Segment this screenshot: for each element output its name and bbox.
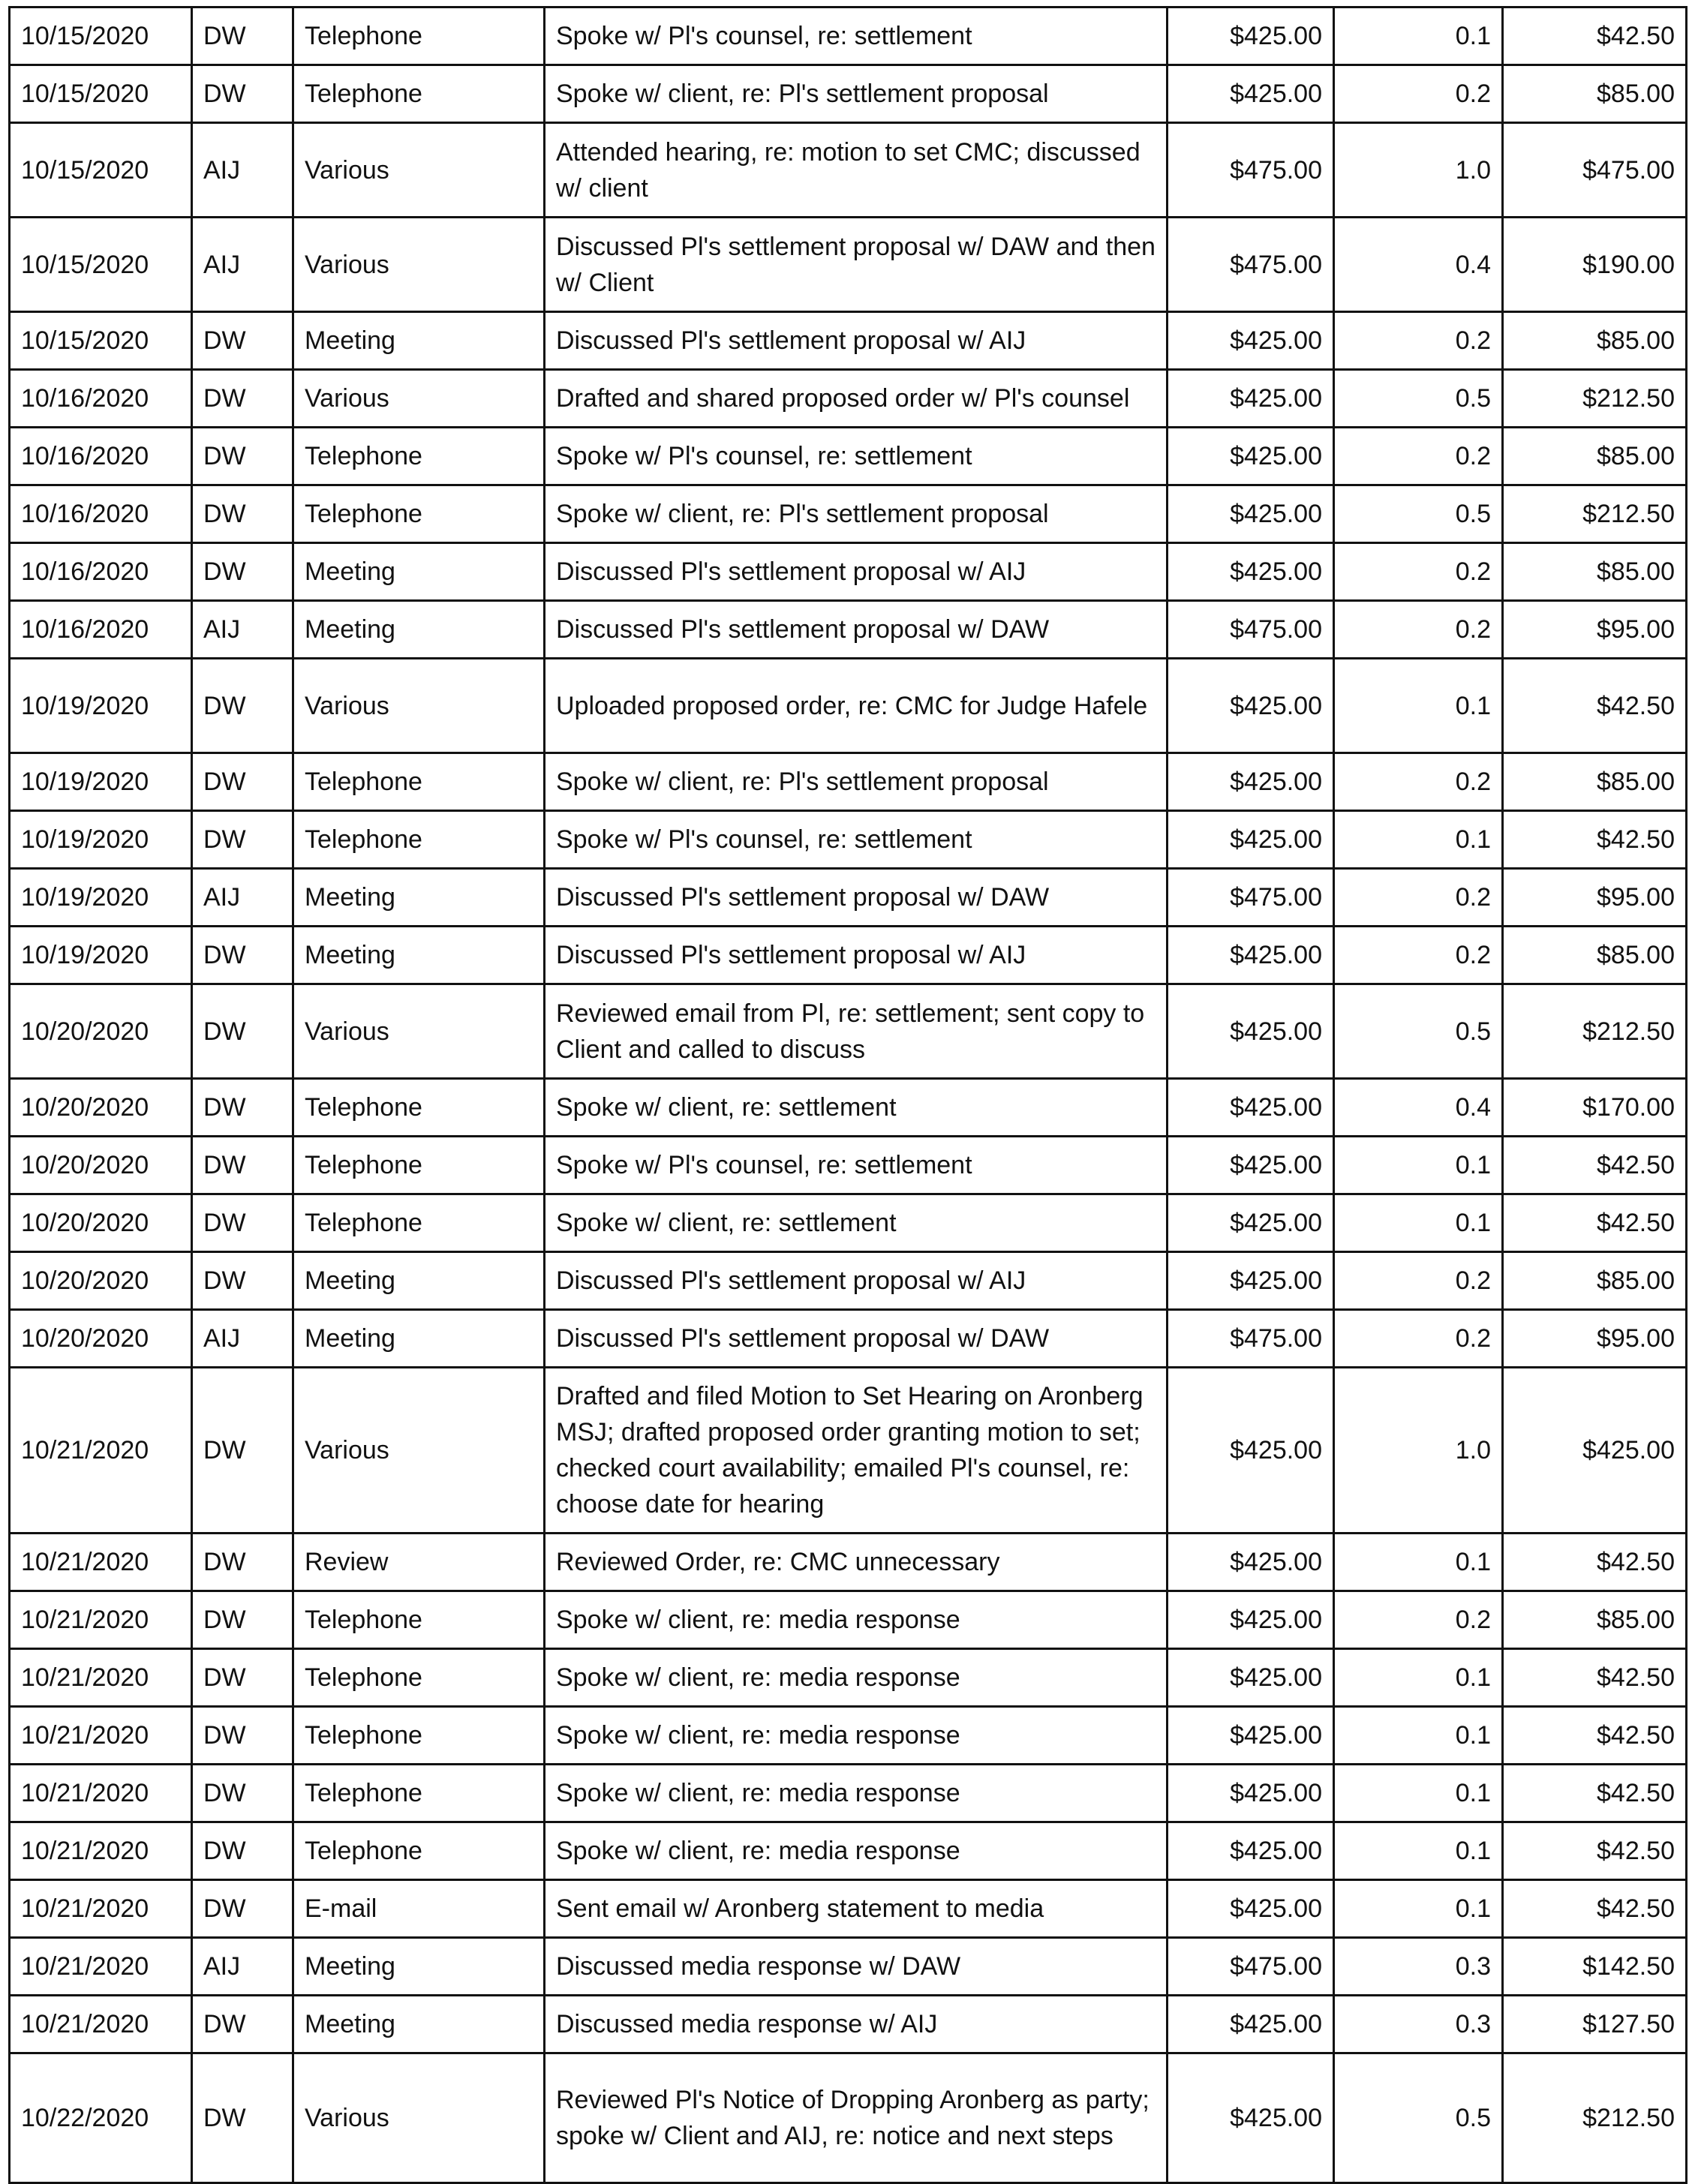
table-row xyxy=(10,1534,1687,1591)
entry-date: 10/15/2020 xyxy=(10,218,192,312)
table-row xyxy=(10,123,1687,218)
entry-description: Reviewed email from Pl, re: settlement; sent copy to Client and called to discuss xyxy=(545,984,1168,1079)
table-row xyxy=(10,485,1687,543)
activity-type: Telephone xyxy=(293,1079,545,1137)
line-amount: $212.50 xyxy=(1503,984,1687,1079)
entry-date: 10/16/2020 xyxy=(10,428,192,485)
entry-date: 10/16/2020 xyxy=(10,543,192,601)
table-row xyxy=(10,1591,1687,1649)
hours-billed: 0.2 xyxy=(1334,543,1503,601)
table-row xyxy=(10,1368,1687,1534)
table-row xyxy=(10,8,1687,65)
table-row xyxy=(10,869,1687,927)
entry-date: 10/15/2020 xyxy=(10,65,192,123)
hours-billed: 0.1 xyxy=(1334,1822,1503,1880)
hours-billed: 0.2 xyxy=(1334,428,1503,485)
hourly-rate: $475.00 xyxy=(1168,1310,1334,1368)
hourly-rate: $425.00 xyxy=(1168,370,1334,428)
entry-date: 10/19/2020 xyxy=(10,927,192,984)
activity-type: Various xyxy=(293,2053,545,2183)
timekeeper: DW xyxy=(192,2053,293,2183)
timekeeper: AIJ xyxy=(192,869,293,927)
line-amount: $42.50 xyxy=(1503,1822,1687,1880)
line-amount: $42.50 xyxy=(1503,811,1687,869)
entry-description: Sent email w/ Aronberg statement to media xyxy=(545,1880,1168,1938)
timekeeper: DW xyxy=(192,927,293,984)
hourly-rate: $425.00 xyxy=(1168,1137,1334,1194)
hourly-rate: $425.00 xyxy=(1168,1822,1334,1880)
timekeeper: DW xyxy=(192,543,293,601)
hours-billed: 0.3 xyxy=(1334,1996,1503,2053)
entry-date: 10/21/2020 xyxy=(10,1822,192,1880)
table-row xyxy=(10,1765,1687,1822)
table-row xyxy=(10,659,1687,753)
hours-billed: 0.2 xyxy=(1334,1252,1503,1310)
entry-description: Spoke w/ client, re: media response xyxy=(545,1649,1168,1707)
hours-billed: 0.2 xyxy=(1334,601,1503,659)
entry-description: Discussed Pl's settlement proposal w/ DAW xyxy=(545,601,1168,659)
entry-date: 10/16/2020 xyxy=(10,485,192,543)
hours-billed: 0.2 xyxy=(1334,312,1503,370)
entry-description: Spoke w/ client, re: media response xyxy=(545,1707,1168,1765)
hourly-rate: $425.00 xyxy=(1168,659,1334,753)
timekeeper: DW xyxy=(192,753,293,811)
table-row xyxy=(10,1822,1687,1880)
hours-billed: 0.1 xyxy=(1334,8,1503,65)
timekeeper: DW xyxy=(192,312,293,370)
entry-date: 10/21/2020 xyxy=(10,1591,192,1649)
hours-billed: 0.5 xyxy=(1334,2053,1503,2183)
line-amount: $85.00 xyxy=(1503,1591,1687,1649)
activity-type: Various xyxy=(293,659,545,753)
line-amount: $85.00 xyxy=(1503,543,1687,601)
entry-date: 10/19/2020 xyxy=(10,659,192,753)
entry-date: 10/22/2020 xyxy=(10,2053,192,2183)
timekeeper: DW xyxy=(192,1252,293,1310)
hourly-rate: $425.00 xyxy=(1168,1368,1334,1534)
table-row xyxy=(10,1880,1687,1938)
timekeeper: DW xyxy=(192,659,293,753)
table-row xyxy=(10,753,1687,811)
entry-date: 10/21/2020 xyxy=(10,1649,192,1707)
line-amount: $42.50 xyxy=(1503,1534,1687,1591)
hours-billed: 0.4 xyxy=(1334,1079,1503,1137)
timekeeper: AIJ xyxy=(192,601,293,659)
timekeeper: DW xyxy=(192,65,293,123)
hours-billed: 0.1 xyxy=(1334,1137,1503,1194)
billing-ledger-table xyxy=(8,6,1687,2184)
hourly-rate: $425.00 xyxy=(1168,312,1334,370)
table-row xyxy=(10,543,1687,601)
hours-billed: 1.0 xyxy=(1334,1368,1503,1534)
table-row xyxy=(10,65,1687,123)
hourly-rate: $475.00 xyxy=(1168,218,1334,312)
hourly-rate: $425.00 xyxy=(1168,543,1334,601)
timekeeper: DW xyxy=(192,1765,293,1822)
entry-date: 10/20/2020 xyxy=(10,984,192,1079)
table-row xyxy=(10,1707,1687,1765)
table-row xyxy=(10,1194,1687,1252)
activity-type: Telephone xyxy=(293,753,545,811)
hourly-rate: $425.00 xyxy=(1168,8,1334,65)
activity-type: Meeting xyxy=(293,1310,545,1368)
hourly-rate: $425.00 xyxy=(1168,811,1334,869)
hours-billed: 0.2 xyxy=(1334,1310,1503,1368)
timekeeper: DW xyxy=(192,811,293,869)
activity-type: Meeting xyxy=(293,869,545,927)
hourly-rate: $425.00 xyxy=(1168,1194,1334,1252)
hours-billed: 0.1 xyxy=(1334,1880,1503,1938)
activity-type: Telephone xyxy=(293,1194,545,1252)
hourly-rate: $425.00 xyxy=(1168,1765,1334,1822)
entry-date: 10/21/2020 xyxy=(10,1707,192,1765)
hourly-rate: $425.00 xyxy=(1168,1996,1334,2053)
entry-date: 10/19/2020 xyxy=(10,811,192,869)
table-row xyxy=(10,1310,1687,1368)
table-row xyxy=(10,811,1687,869)
table-row xyxy=(10,1938,1687,1996)
entry-description: Spoke w/ client, re: Pl's settlement proposal xyxy=(545,65,1168,123)
table-row xyxy=(10,428,1687,485)
line-amount: $127.50 xyxy=(1503,1996,1687,2053)
line-amount: $212.50 xyxy=(1503,485,1687,543)
activity-type: Telephone xyxy=(293,65,545,123)
timekeeper: DW xyxy=(192,1822,293,1880)
activity-type: Meeting xyxy=(293,927,545,984)
table-row xyxy=(10,1137,1687,1194)
entry-date: 10/21/2020 xyxy=(10,1880,192,1938)
entry-description: Drafted and shared proposed order w/ Pl's counsel xyxy=(545,370,1168,428)
entry-description: Discussed Pl's settlement proposal w/ DAW and then w/ Client xyxy=(545,218,1168,312)
hourly-rate: $475.00 xyxy=(1168,869,1334,927)
line-amount: $475.00 xyxy=(1503,123,1687,218)
activity-type: Various xyxy=(293,218,545,312)
activity-type: Telephone xyxy=(293,1649,545,1707)
line-amount: $170.00 xyxy=(1503,1079,1687,1137)
hourly-rate: $425.00 xyxy=(1168,1079,1334,1137)
entry-date: 10/16/2020 xyxy=(10,370,192,428)
activity-type: Various xyxy=(293,984,545,1079)
hours-billed: 0.3 xyxy=(1334,1938,1503,1996)
line-amount: $42.50 xyxy=(1503,1137,1687,1194)
table-row xyxy=(10,984,1687,1079)
timekeeper: AIJ xyxy=(192,1938,293,1996)
entry-description: Spoke w/ client, re: settlement xyxy=(545,1194,1168,1252)
hours-billed: 0.5 xyxy=(1334,370,1503,428)
hours-billed: 0.2 xyxy=(1334,927,1503,984)
timekeeper: AIJ xyxy=(192,123,293,218)
timekeeper: DW xyxy=(192,8,293,65)
entry-date: 10/20/2020 xyxy=(10,1252,192,1310)
activity-type: Various xyxy=(293,1368,545,1534)
hours-billed: 0.2 xyxy=(1334,753,1503,811)
timekeeper: DW xyxy=(192,1707,293,1765)
table-row xyxy=(10,601,1687,659)
line-amount: $212.50 xyxy=(1503,2053,1687,2183)
hourly-rate: $425.00 xyxy=(1168,753,1334,811)
entry-date: 10/20/2020 xyxy=(10,1137,192,1194)
entry-description: Spoke w/ client, re: settlement xyxy=(545,1079,1168,1137)
timekeeper: DW xyxy=(192,1591,293,1649)
hours-billed: 0.1 xyxy=(1334,811,1503,869)
ledger-body xyxy=(10,8,1687,2183)
timekeeper: DW xyxy=(192,1534,293,1591)
entry-description: Uploaded proposed order, re: CMC for Judge Hafele xyxy=(545,659,1168,753)
timekeeper: AIJ xyxy=(192,218,293,312)
entry-date: 10/21/2020 xyxy=(10,1996,192,2053)
entry-description: Discussed media response w/ DAW xyxy=(545,1938,1168,1996)
entry-description: Discussed media response w/ AIJ xyxy=(545,1996,1168,2053)
timekeeper: DW xyxy=(192,1368,293,1534)
hours-billed: 0.1 xyxy=(1334,1649,1503,1707)
line-amount: $42.50 xyxy=(1503,1707,1687,1765)
table-row xyxy=(10,370,1687,428)
entry-description: Reviewed Order, re: CMC unnecessary xyxy=(545,1534,1168,1591)
entry-date: 10/16/2020 xyxy=(10,601,192,659)
activity-type: Meeting xyxy=(293,543,545,601)
line-amount: $42.50 xyxy=(1503,659,1687,753)
timekeeper: DW xyxy=(192,1996,293,2053)
entry-description: Spoke w/ Pl's counsel, re: settlement xyxy=(545,428,1168,485)
timekeeper: DW xyxy=(192,428,293,485)
entry-description: Discussed Pl's settlement proposal w/ DAW xyxy=(545,1310,1168,1368)
entry-description: Drafted and filed Motion to Set Hearing on Aronberg MSJ; drafted proposed order granting motion to set; checked court availability; emailed Pl's counsel, re: choose date for hearing xyxy=(545,1368,1168,1534)
line-amount: $425.00 xyxy=(1503,1368,1687,1534)
hours-billed: 0.1 xyxy=(1334,659,1503,753)
line-amount: $42.50 xyxy=(1503,8,1687,65)
timekeeper: DW xyxy=(192,370,293,428)
entry-description: Reviewed Pl's Notice of Dropping Aronberg as party; spoke w/ Client and AIJ, re: notice and next steps xyxy=(545,2053,1168,2183)
line-amount: $85.00 xyxy=(1503,927,1687,984)
hourly-rate: $425.00 xyxy=(1168,1252,1334,1310)
hourly-rate: $475.00 xyxy=(1168,1938,1334,1996)
hourly-rate: $425.00 xyxy=(1168,1534,1334,1591)
line-amount: $85.00 xyxy=(1503,428,1687,485)
hourly-rate: $425.00 xyxy=(1168,1591,1334,1649)
table-row xyxy=(10,1649,1687,1707)
timekeeper: DW xyxy=(192,1079,293,1137)
line-amount: $42.50 xyxy=(1503,1649,1687,1707)
hours-billed: 1.0 xyxy=(1334,123,1503,218)
entry-description: Spoke w/ Pl's counsel, re: settlement xyxy=(545,1137,1168,1194)
entry-description: Spoke w/ client, re: media response xyxy=(545,1765,1168,1822)
line-amount: $212.50 xyxy=(1503,370,1687,428)
entry-description: Spoke w/ client, re: media response xyxy=(545,1591,1168,1649)
entry-date: 10/20/2020 xyxy=(10,1194,192,1252)
entry-description: Spoke w/ client, re: media response xyxy=(545,1822,1168,1880)
hours-billed: 0.1 xyxy=(1334,1534,1503,1591)
line-amount: $42.50 xyxy=(1503,1765,1687,1822)
entry-date: 10/21/2020 xyxy=(10,1534,192,1591)
hours-billed: 0.1 xyxy=(1334,1194,1503,1252)
entry-date: 10/21/2020 xyxy=(10,1368,192,1534)
activity-type: Telephone xyxy=(293,428,545,485)
entry-description: Attended hearing, re: motion to set CMC; discussed w/ client xyxy=(545,123,1168,218)
table-row xyxy=(10,312,1687,370)
hours-billed: 0.2 xyxy=(1334,65,1503,123)
line-amount: $85.00 xyxy=(1503,65,1687,123)
entry-date: 10/19/2020 xyxy=(10,753,192,811)
hours-billed: 0.2 xyxy=(1334,1591,1503,1649)
entry-date: 10/20/2020 xyxy=(10,1079,192,1137)
line-amount: $190.00 xyxy=(1503,218,1687,312)
activity-type: Various xyxy=(293,370,545,428)
table-row xyxy=(10,2053,1687,2183)
entry-date: 10/20/2020 xyxy=(10,1310,192,1368)
line-amount: $42.50 xyxy=(1503,1194,1687,1252)
hours-billed: 0.1 xyxy=(1334,1707,1503,1765)
line-amount: $95.00 xyxy=(1503,1310,1687,1368)
hourly-rate: $425.00 xyxy=(1168,984,1334,1079)
activity-type: Various xyxy=(293,123,545,218)
activity-type: Meeting xyxy=(293,1252,545,1310)
hours-billed: 0.1 xyxy=(1334,1765,1503,1822)
activity-type: Telephone xyxy=(293,1822,545,1880)
table-row xyxy=(10,927,1687,984)
line-amount: $95.00 xyxy=(1503,601,1687,659)
activity-type: Telephone xyxy=(293,485,545,543)
entry-date: 10/19/2020 xyxy=(10,869,192,927)
activity-type: Telephone xyxy=(293,8,545,65)
table-row xyxy=(10,1996,1687,2053)
timekeeper: AIJ xyxy=(192,1310,293,1368)
entry-description: Discussed Pl's settlement proposal w/ AIJ xyxy=(545,927,1168,984)
hours-billed: 0.5 xyxy=(1334,485,1503,543)
hourly-rate: $475.00 xyxy=(1168,601,1334,659)
activity-type: Meeting xyxy=(293,601,545,659)
timekeeper: DW xyxy=(192,984,293,1079)
hourly-rate: $475.00 xyxy=(1168,123,1334,218)
table-row xyxy=(10,1252,1687,1310)
table-row xyxy=(10,1079,1687,1137)
line-amount: $142.50 xyxy=(1503,1938,1687,1996)
hours-billed: 0.5 xyxy=(1334,984,1503,1079)
line-amount: $85.00 xyxy=(1503,753,1687,811)
timekeeper: DW xyxy=(192,485,293,543)
hours-billed: 0.4 xyxy=(1334,218,1503,312)
table-row xyxy=(10,218,1687,312)
hourly-rate: $425.00 xyxy=(1168,65,1334,123)
activity-type: Meeting xyxy=(293,312,545,370)
activity-type: Meeting xyxy=(293,1996,545,2053)
activity-type: Telephone xyxy=(293,1707,545,1765)
entry-date: 10/15/2020 xyxy=(10,8,192,65)
activity-type: Telephone xyxy=(293,1137,545,1194)
activity-type: Review xyxy=(293,1534,545,1591)
entry-date: 10/15/2020 xyxy=(10,312,192,370)
hours-billed: 0.2 xyxy=(1334,869,1503,927)
entry-description: Spoke w/ client, re: Pl's settlement proposal xyxy=(545,753,1168,811)
entry-date: 10/21/2020 xyxy=(10,1938,192,1996)
entry-date: 10/15/2020 xyxy=(10,123,192,218)
entry-description: Discussed Pl's settlement proposal w/ DAW xyxy=(545,869,1168,927)
hourly-rate: $425.00 xyxy=(1168,428,1334,485)
activity-type: Meeting xyxy=(293,1938,545,1996)
activity-type: Telephone xyxy=(293,811,545,869)
line-amount: $95.00 xyxy=(1503,869,1687,927)
hourly-rate: $425.00 xyxy=(1168,1649,1334,1707)
timekeeper: DW xyxy=(192,1194,293,1252)
hourly-rate: $425.00 xyxy=(1168,1880,1334,1938)
activity-type: E-mail xyxy=(293,1880,545,1938)
entry-description: Discussed Pl's settlement proposal w/ AIJ xyxy=(545,543,1168,601)
entry-description: Discussed Pl's settlement proposal w/ AIJ xyxy=(545,1252,1168,1310)
entry-description: Discussed Pl's settlement proposal w/ AIJ xyxy=(545,312,1168,370)
activity-type: Telephone xyxy=(293,1591,545,1649)
hourly-rate: $425.00 xyxy=(1168,485,1334,543)
hourly-rate: $425.00 xyxy=(1168,1707,1334,1765)
entry-description: Spoke w/ client, re: Pl's settlement proposal xyxy=(545,485,1168,543)
activity-type: Telephone xyxy=(293,1765,545,1822)
hourly-rate: $425.00 xyxy=(1168,2053,1334,2183)
entry-description: Spoke w/ Pl's counsel, re: settlement xyxy=(545,811,1168,869)
timekeeper: DW xyxy=(192,1880,293,1938)
entry-date: 10/21/2020 xyxy=(10,1765,192,1822)
line-amount: $85.00 xyxy=(1503,312,1687,370)
line-amount: $85.00 xyxy=(1503,1252,1687,1310)
line-amount: $42.50 xyxy=(1503,1880,1687,1938)
timekeeper: DW xyxy=(192,1137,293,1194)
entry-description: Spoke w/ Pl's counsel, re: settlement xyxy=(545,8,1168,65)
timekeeper: DW xyxy=(192,1649,293,1707)
hourly-rate: $425.00 xyxy=(1168,927,1334,984)
